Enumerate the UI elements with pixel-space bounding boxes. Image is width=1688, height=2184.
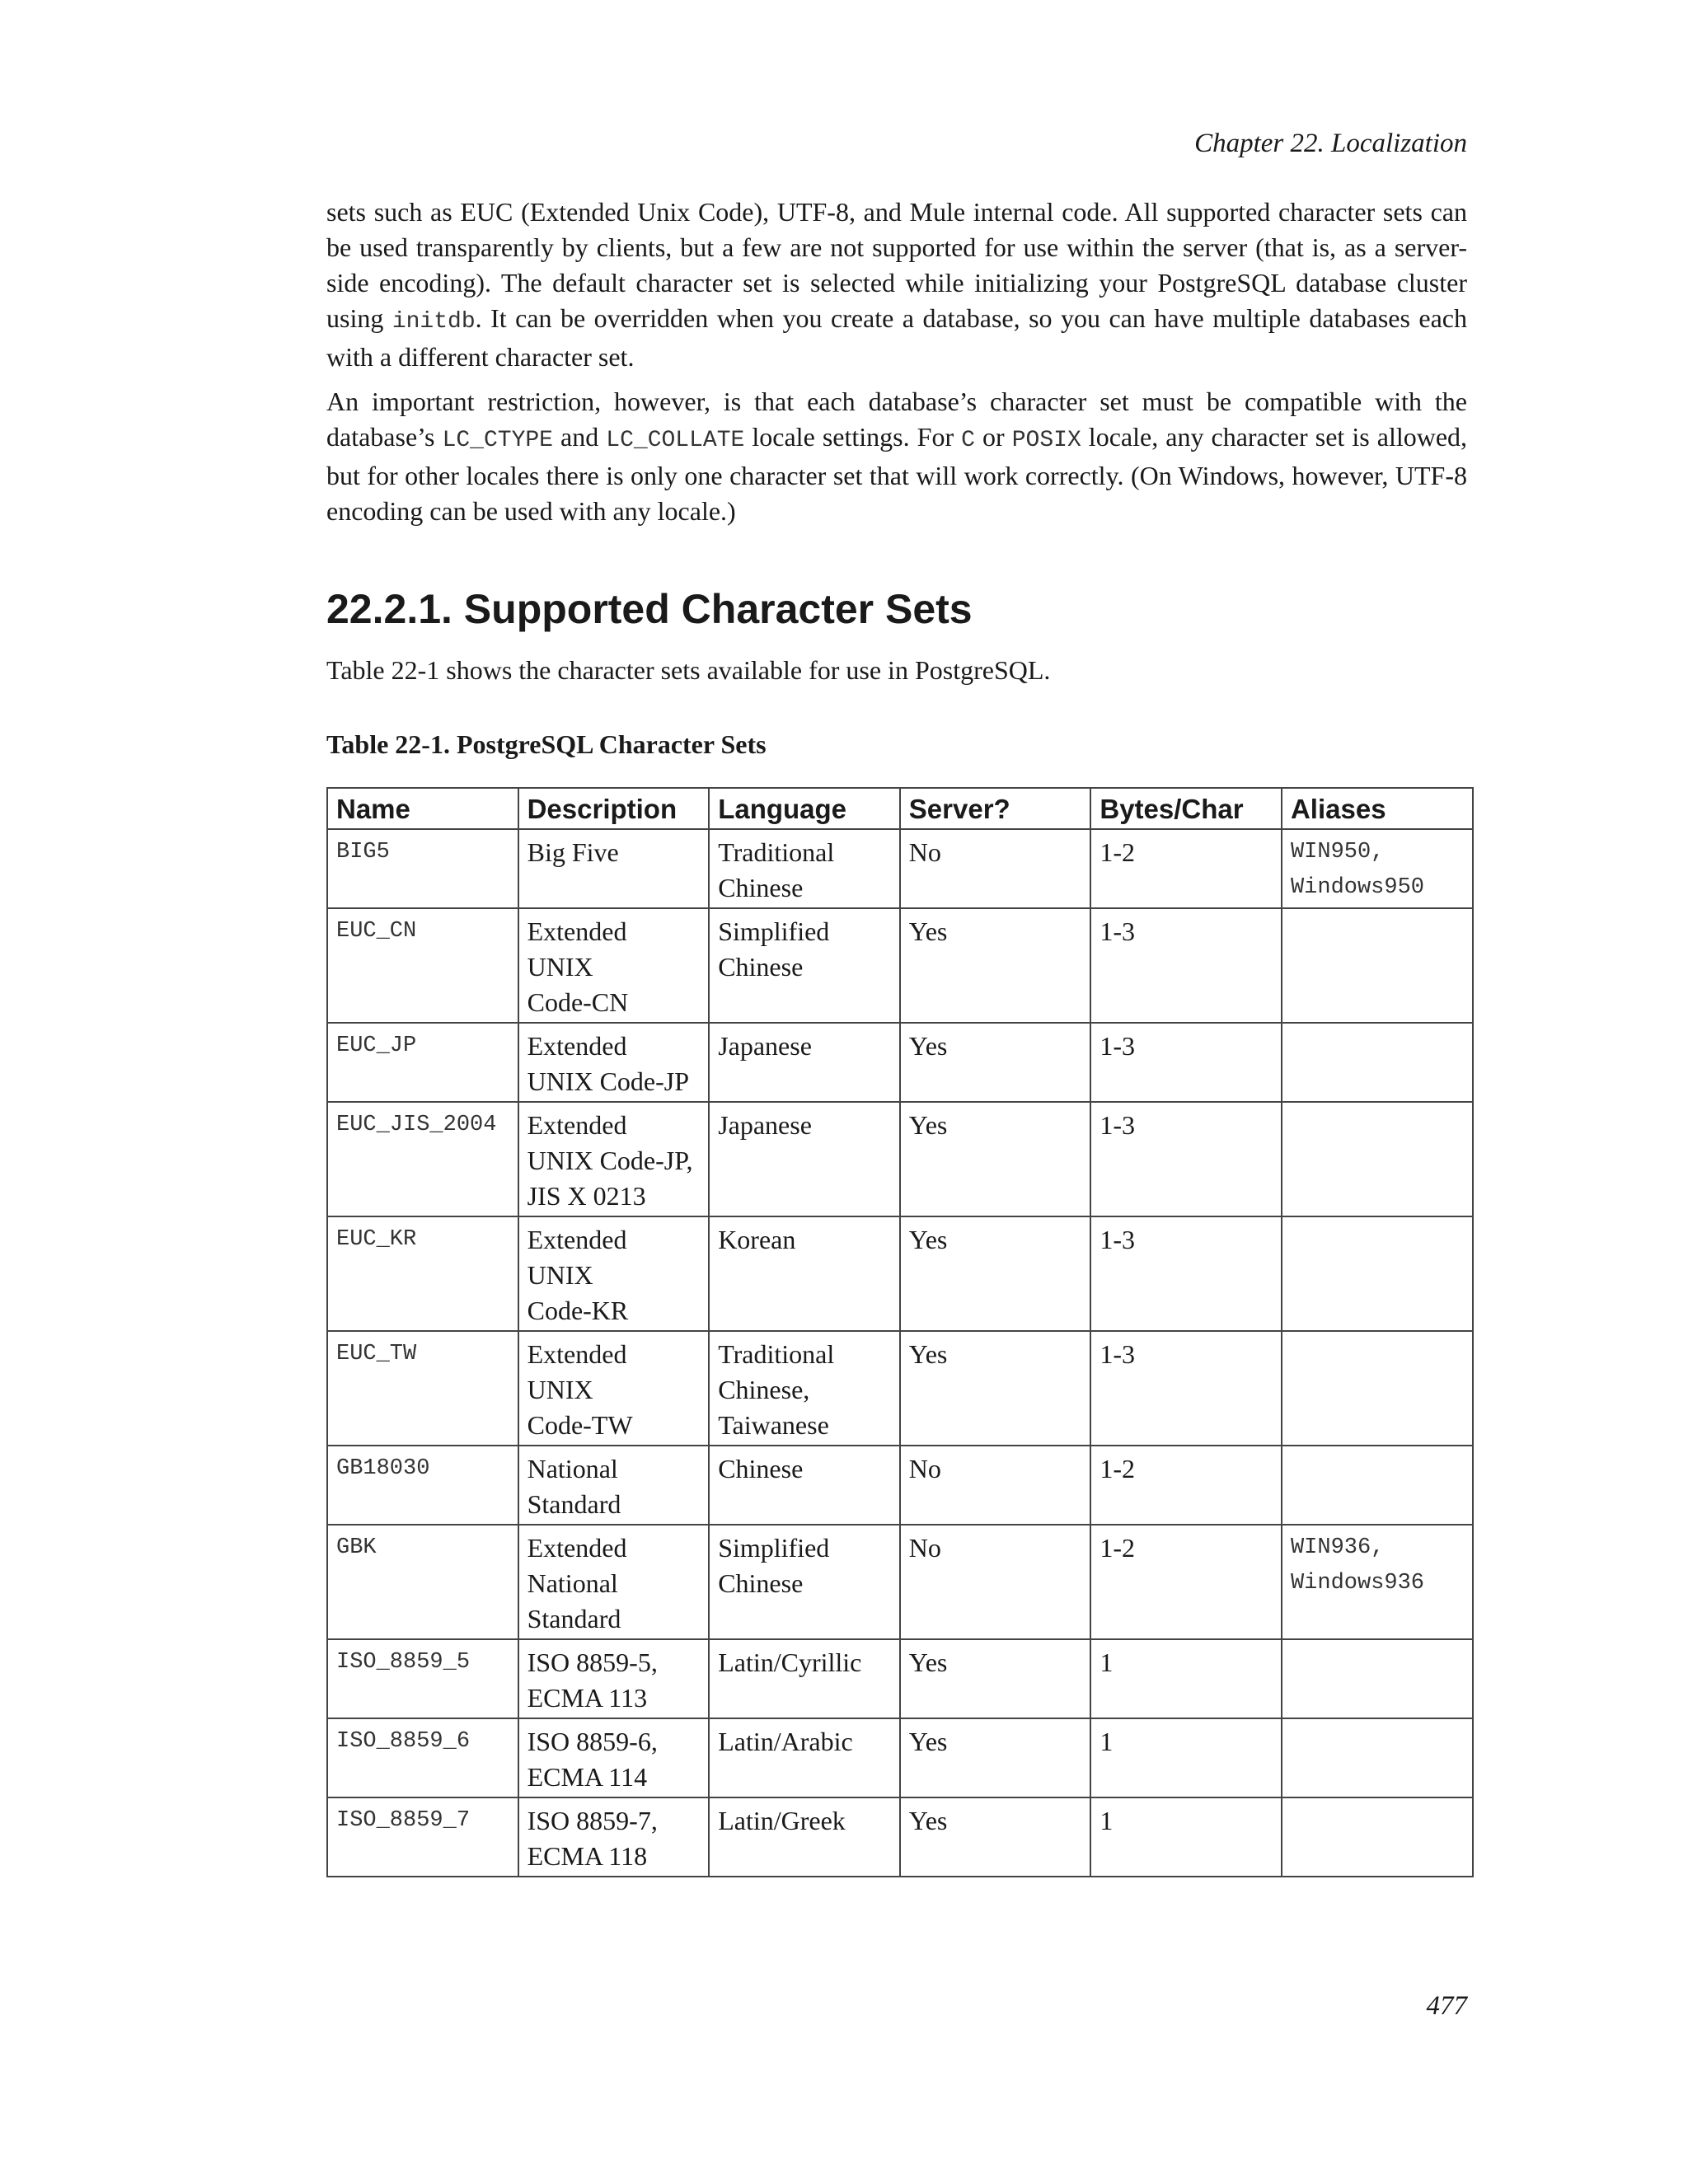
- cell-description-line: National: [527, 1454, 618, 1483]
- cell-language: [709, 1797, 900, 1877]
- cell-aliases-line: WIN936,: [1290, 1535, 1385, 1560]
- code-lc-ctype: LC_CTYPE: [442, 428, 553, 453]
- cell-description-line: ISO 8859-5,: [527, 1647, 658, 1677]
- cell-bytes-per-char: 1-3: [1090, 908, 1282, 1023]
- code-posix: POSIX: [1011, 428, 1081, 453]
- cell-bytes-per-char: 1-2: [1090, 1525, 1282, 1639]
- cell-aliases: [1282, 1023, 1473, 1102]
- cell-aliases: [1282, 1639, 1473, 1718]
- para2-text-c: locale settings. For: [744, 422, 962, 452]
- cell-bytes-per-char: 1: [1090, 1797, 1282, 1877]
- body-paragraph-1: [326, 194, 1467, 375]
- column-header-description: Description: [518, 788, 710, 829]
- cell-name: EUC_KR: [327, 1216, 518, 1331]
- cell-bytes-per-char: 1-2: [1090, 829, 1282, 908]
- cell-language-line: Korean: [718, 1225, 796, 1254]
- cell-language: [709, 1718, 900, 1797]
- cell-aliases: [1282, 1216, 1473, 1331]
- cell-aliases: [1282, 1797, 1473, 1877]
- cell-server: Yes: [900, 1216, 1091, 1331]
- cell-description-line: UNIX Code-JP,: [527, 1146, 693, 1175]
- table-row: [327, 1797, 1473, 1877]
- cell-aliases: [1282, 1525, 1473, 1639]
- cell-description-line: National: [527, 1568, 618, 1598]
- para2-text-b: and: [552, 422, 607, 452]
- cell-name: ISO_8859_7: [327, 1797, 518, 1877]
- cell-description: [518, 1718, 710, 1797]
- cell-description-line: Standard: [527, 1489, 621, 1519]
- code-c: C: [961, 428, 975, 453]
- cell-description-line: ECMA 113: [527, 1683, 648, 1713]
- cell-language-line: Traditional: [718, 837, 835, 867]
- cell-bytes-per-char: 1: [1090, 1639, 1282, 1718]
- cell-description-line: Extended: [527, 1533, 627, 1563]
- cell-language-line: Traditional: [718, 1339, 835, 1369]
- cell-language-line: Latin/Greek: [718, 1806, 846, 1835]
- cell-description-line: UNIX: [527, 1375, 593, 1404]
- table-row: [327, 1216, 1473, 1331]
- table-row: [327, 908, 1473, 1023]
- cell-name: EUC_TW: [327, 1331, 518, 1446]
- cell-description-line: Code-CN: [527, 987, 629, 1017]
- cell-server: Yes: [900, 1102, 1091, 1216]
- table-row: [327, 1331, 1473, 1446]
- cell-aliases-line: Windows936: [1290, 1571, 1424, 1596]
- cell-bytes-per-char: 1-3: [1090, 1023, 1282, 1102]
- cell-language: [709, 1102, 900, 1216]
- para1-text-a: sets such as EUC (Extended Unix Code), UTF-8, and Mule internal code. All supported character sets can be used transparently by clients, but a few are not supported for use within the server (that is, as a server-side encoding). The default character set is selected while initializing your PostgreSQL database cluster using: [326, 197, 1467, 333]
- cell-name: GB18030: [327, 1446, 518, 1525]
- cell-description-line: Extended: [527, 1110, 627, 1140]
- code-initdb: initdb: [392, 309, 476, 335]
- cell-name: BIG5: [327, 829, 518, 908]
- cell-server: Yes: [900, 908, 1091, 1023]
- cell-bytes-per-char: 1-3: [1090, 1331, 1282, 1446]
- cell-language: [709, 1331, 900, 1446]
- cell-description-line: UNIX Code-JP: [527, 1066, 690, 1096]
- cell-aliases: [1282, 1718, 1473, 1797]
- cell-description-line: ISO 8859-7,: [527, 1806, 658, 1835]
- cell-server: Yes: [900, 1797, 1091, 1877]
- cell-server: Yes: [900, 1023, 1091, 1102]
- cell-server: Yes: [900, 1331, 1091, 1446]
- cell-description-line: Extended: [527, 916, 627, 946]
- cell-description-line: Big Five: [527, 837, 619, 867]
- cell-server: No: [900, 1446, 1091, 1525]
- cell-language: [709, 1639, 900, 1718]
- cell-description: [518, 1639, 710, 1718]
- cell-description: [518, 1216, 710, 1331]
- cell-aliases: [1282, 1331, 1473, 1446]
- table-row: [327, 829, 1473, 908]
- table-caption: Table 22-1. PostgreSQL Character Sets: [326, 729, 767, 759]
- cell-language-line: Chinese,: [718, 1375, 810, 1404]
- cell-language-line: Simplified: [718, 1533, 830, 1563]
- cell-aliases: [1282, 829, 1473, 908]
- cell-server: No: [900, 829, 1091, 908]
- cell-name: ISO_8859_5: [327, 1639, 518, 1718]
- cell-description: [518, 829, 710, 908]
- cell-name: EUC_CN: [327, 908, 518, 1023]
- para2-text-e: locale, any character set is allowed, but for other locales there is only one character set that will work correctly. (On Windows, however, UTF-8 encoding can be used with any locale.): [326, 422, 1468, 526]
- cell-language-line: Chinese: [718, 1454, 804, 1483]
- column-header-language: Language: [709, 788, 900, 829]
- cell-description: [518, 1023, 710, 1102]
- cell-description-line: Extended: [527, 1031, 627, 1061]
- table-row: [327, 1102, 1473, 1216]
- section-intro: Table 22-1 shows the character sets available for use in PostgreSQL.: [326, 655, 1051, 685]
- cell-language-line: Chinese: [718, 1568, 804, 1598]
- table-row: [327, 1446, 1473, 1525]
- column-header-server: Server?: [900, 788, 1091, 829]
- running-header: Chapter 22. Localization: [1194, 129, 1467, 158]
- cell-description: [518, 1446, 710, 1525]
- cell-server: Yes: [900, 1718, 1091, 1797]
- cell-description: [518, 1797, 710, 1877]
- cell-name: EUC_JIS_2004: [327, 1102, 518, 1216]
- para2-text-a: An important restriction, however, is that each database’s character set must be compatible with the database’s: [326, 387, 1467, 452]
- cell-description-line: Code-KR: [527, 1296, 629, 1325]
- para1-text-b: . It can be overridden when you create a database, so you can have multiple databases each with a different character set.: [326, 303, 1468, 372]
- cell-description-line: Extended: [527, 1225, 627, 1254]
- column-header-name: Name: [327, 788, 518, 829]
- cell-description-line: ECMA 114: [527, 1762, 648, 1792]
- cell-description-line: Extended: [527, 1339, 627, 1369]
- body-paragraph-2: [326, 384, 1467, 529]
- cell-name: ISO_8859_6: [327, 1718, 518, 1797]
- cell-language-line: Simplified: [718, 916, 830, 946]
- table-row: [327, 1639, 1473, 1718]
- cell-language: [709, 1525, 900, 1639]
- cell-bytes-per-char: 1: [1090, 1718, 1282, 1797]
- cell-bytes-per-char: 1-3: [1090, 1102, 1282, 1216]
- table-row: [327, 1718, 1473, 1797]
- table-row: [327, 1525, 1473, 1639]
- column-header-bytes-per-char: Bytes/Char: [1090, 788, 1282, 829]
- cell-description-line: JIS X 0213: [527, 1181, 646, 1211]
- cell-server: No: [900, 1525, 1091, 1639]
- cell-language-line: Japanese: [718, 1031, 812, 1061]
- cell-name: EUC_JP: [327, 1023, 518, 1102]
- cell-language-line: Taiwanese: [718, 1410, 829, 1440]
- page-number: 477: [1426, 1991, 1467, 2021]
- cell-language: [709, 1446, 900, 1525]
- cell-language-line: Latin/Arabic: [718, 1727, 853, 1756]
- cell-aliases-line: Windows950: [1290, 875, 1424, 900]
- cell-description: [518, 1331, 710, 1446]
- cell-server: Yes: [900, 1639, 1091, 1718]
- cell-description-line: UNIX: [527, 952, 593, 982]
- cell-language: [709, 1216, 900, 1331]
- table-body: [327, 829, 1473, 1877]
- cell-aliases: [1282, 1446, 1473, 1525]
- cell-description: [518, 1525, 710, 1639]
- cell-name: GBK: [327, 1525, 518, 1639]
- cell-language: [709, 829, 900, 908]
- cell-bytes-per-char: 1-3: [1090, 1216, 1282, 1331]
- cell-description-line: Standard: [527, 1604, 621, 1633]
- character-sets-table: [326, 787, 1474, 1877]
- cell-language: [709, 908, 900, 1023]
- para2-text-d: or: [974, 422, 1012, 452]
- cell-description: [518, 1102, 710, 1216]
- cell-language-line: Latin/Cyrillic: [718, 1647, 862, 1677]
- cell-description: [518, 908, 710, 1023]
- cell-aliases: [1282, 908, 1473, 1023]
- cell-description-line: ECMA 118: [527, 1841, 648, 1871]
- cell-description-line: UNIX: [527, 1260, 593, 1290]
- cell-description-line: Code-TW: [527, 1410, 633, 1440]
- table-row: [327, 1023, 1473, 1102]
- cell-language-line: Chinese: [718, 873, 804, 902]
- cell-aliases-line: WIN950,: [1290, 840, 1385, 865]
- cell-aliases: [1282, 1102, 1473, 1216]
- code-lc-collate: LC_COLLATE: [606, 428, 745, 453]
- cell-language-line: Chinese: [718, 952, 804, 982]
- cell-language: [709, 1023, 900, 1102]
- cell-description-line: ISO 8859-6,: [527, 1727, 658, 1756]
- table-header-row: [327, 788, 1473, 829]
- section-heading: 22.2.1. Supported Character Sets: [326, 586, 973, 632]
- cell-language-line: Japanese: [718, 1110, 812, 1140]
- column-header-aliases: Aliases: [1282, 788, 1473, 829]
- cell-bytes-per-char: 1-2: [1090, 1446, 1282, 1525]
